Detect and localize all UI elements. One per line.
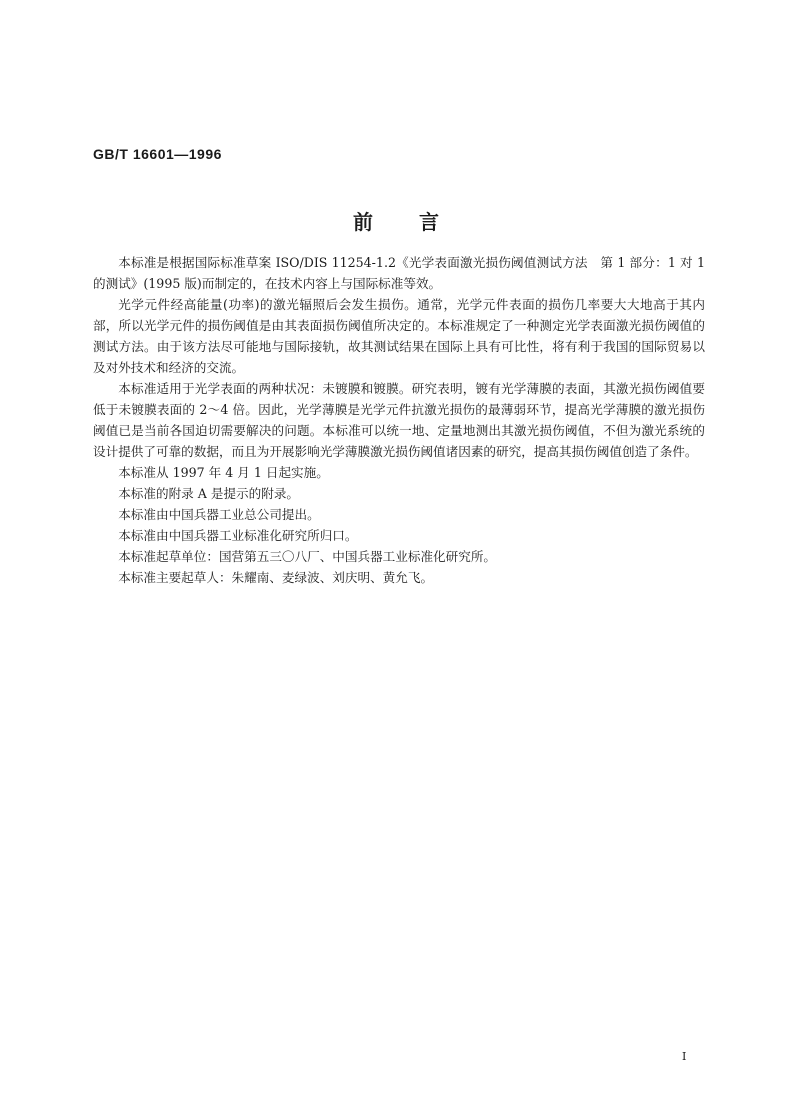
paragraph-responsible: 本标准由中国兵器工业标准化研究所归口。	[118, 528, 358, 543]
paragraph-effective-date: 本标准从 1997 年 4 月 1 日起实施。	[118, 465, 329, 480]
paragraph-basis: 本标准是根据国际标准草案 ISO/DIS 11254-1.2《光学表面激光损伤阈值测试方法 第 1 部分：1 对 1 的测试》(1995 版)而制定的，在技术内容上与国际标准等效。	[93, 255, 705, 291]
paragraph-scope: 本标准适用于光学表面的两种状况：未镀膜和镀膜。研究表明，镀有光学薄膜的表面，其激光损伤阈值要低于未镀膜表面的 2～4 倍。因此，光学薄膜是光学元件抗激光损伤的最薄弱环节，提高光学薄膜的激光损伤阈值已是当前各国迫切需要解决的问题。本标准可以统一地、定量地测出其激光损伤阈值，不但为激光系统的设计提供了可靠的数据，而且为开展影响光学薄膜激光损伤阈值诸因素的研究，提高其损伤阈值创造了条件。	[93, 381, 705, 459]
paragraph-drafters: 本标准主要起草人：朱耀南、麦绿波、刘庆明、黄允飞。	[118, 570, 434, 585]
standard-code: GB/T 16601—1996	[93, 146, 222, 162]
foreword-body	[93, 252, 705, 588]
paragraph-background: 光学元件经高能量(功率)的激光辐照后会发生损伤。通常，光学元件表面的损伤几率要大大地高于其内部，所以光学元件的损伤阈值是由其表面损伤阈值所决定的。本标准规定了一种测定光学表面激光损伤阈值的测试方法。由于该方法尽可能地与国际接轨，故其测试结果在国际上具有可比性，将有利于我国的国际贸易以及对外技术和经济的交流。	[93, 297, 705, 375]
paragraph-appendix: 本标准的附录 A 是提示的附录。	[118, 486, 300, 501]
page-number: I	[682, 1050, 687, 1063]
paragraph-proposer: 本标准由中国兵器工业总公司提出。	[118, 507, 320, 522]
paragraph-drafting-unit: 本标准起草单位：国营第五三〇八厂、中国兵器工业标准化研究所。	[118, 549, 496, 564]
title-char-2: 言	[419, 210, 439, 234]
page-title	[0, 206, 792, 235]
title-char-1: 前	[353, 210, 373, 234]
